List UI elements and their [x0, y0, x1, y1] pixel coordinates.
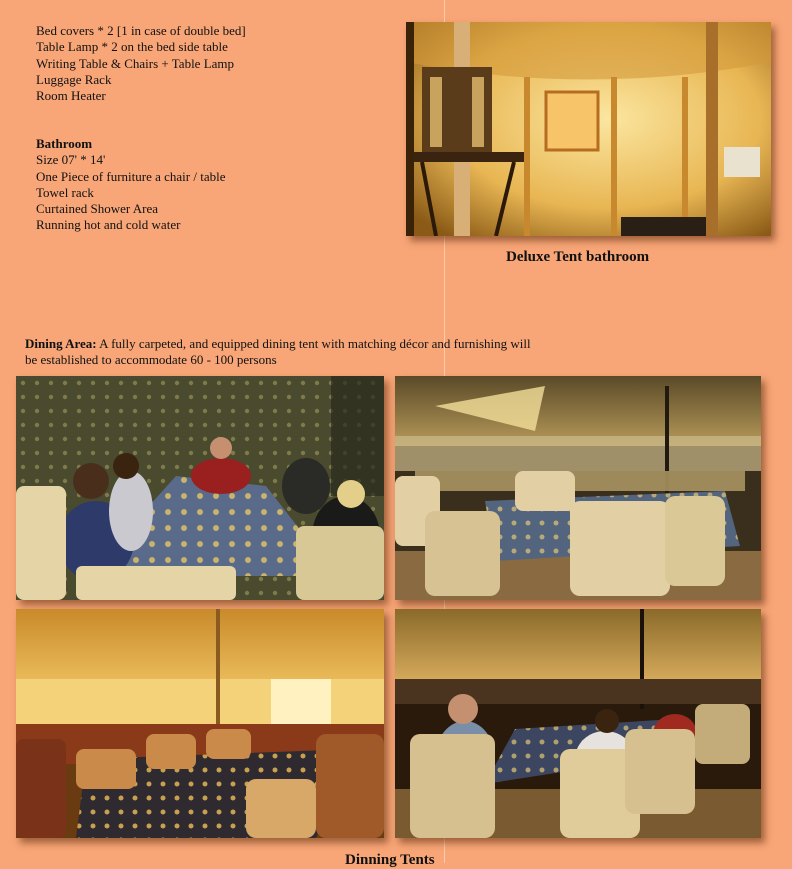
bathroom-section — [36, 136, 226, 234]
feature-item: Table Lamp * 2 on the bed side table — [36, 39, 228, 55]
dining-description — [25, 336, 531, 369]
bathroom-photo — [406, 22, 771, 236]
dining-photo-night-dinner — [395, 609, 761, 838]
bathroom-caption: Deluxe Tent bathroom — [506, 249, 650, 265]
bathroom-item: Curtained Shower Area — [36, 201, 159, 217]
tent-features-list — [36, 23, 246, 104]
bathroom-item: Running hot and cold water — [36, 217, 181, 233]
dining-label: Dining Area: — [25, 336, 97, 351]
feature-item: Writing Table & Chairs + Table Lamp — [36, 55, 235, 71]
bathroom-item: Towel rack — [36, 184, 94, 200]
bathroom-heading: Bathroom — [36, 136, 93, 151]
feature-item: Luggage Rack — [36, 71, 112, 87]
dining-text-line1: A fully carpeted, and equipped dining tent with matching décor and furnishing will — [96, 336, 531, 351]
feature-item: Room Heater — [36, 88, 106, 104]
dining-photo-guests — [16, 376, 384, 600]
bathroom-item: Size 07' * 14' — [36, 152, 106, 168]
bathroom-item: One Piece of furniture a chair / table — [36, 168, 226, 184]
dining-text-line2: be established to accommodate 60 - 100 persons — [25, 352, 277, 368]
dining-caption: Dinning Tents — [345, 852, 435, 868]
dining-photo-empty-tables — [395, 376, 761, 600]
feature-item: Bed covers * 2 [1 in case of double bed] — [36, 23, 246, 38]
dining-photo-tent-interior — [16, 609, 384, 838]
